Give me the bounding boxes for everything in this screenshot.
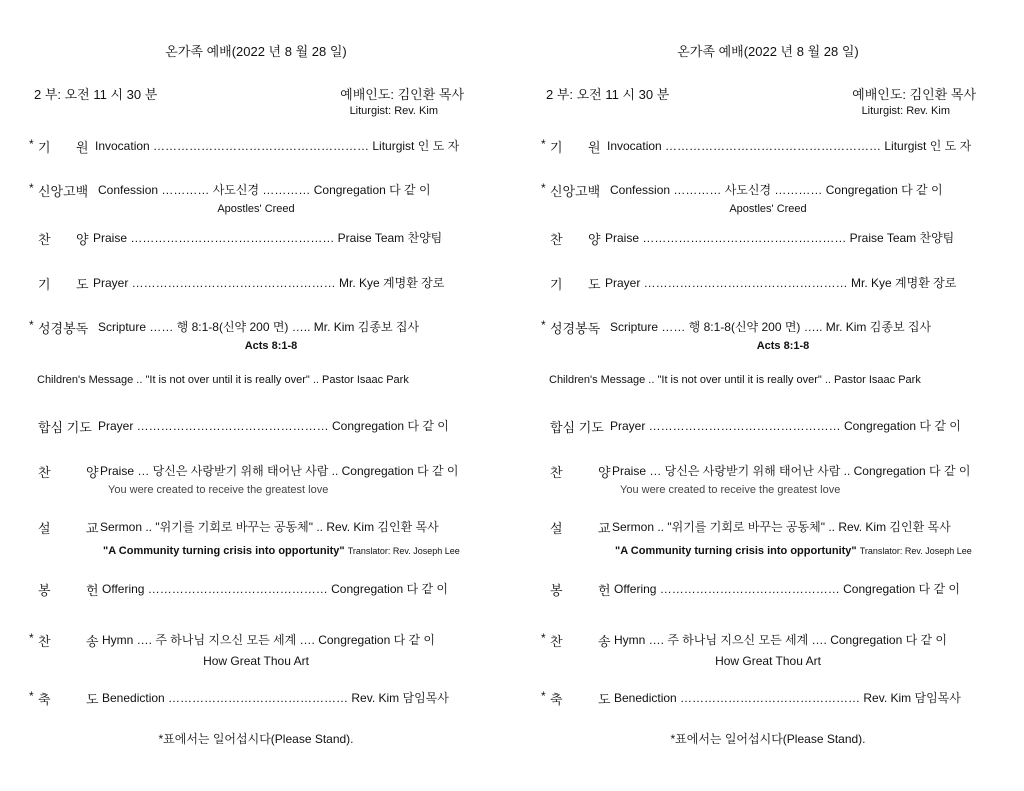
item-text: Sermon .. "위기를 기회로 바꾸는 공동체" .. Rev. Kim 김인환 목사 bbox=[100, 520, 439, 534]
item-label-ko: 신앙고백 bbox=[550, 184, 601, 199]
item-label-ko: 합심 기도 bbox=[38, 420, 92, 435]
item-text: Confession ………… 사도신경 ………… Congregation 다 같 이 bbox=[610, 183, 943, 197]
item-text: Offering ……………………………………… Congregation 다 같 이 bbox=[614, 582, 960, 596]
item-label-ko: 기 bbox=[38, 277, 51, 292]
item-label-ko: 기 bbox=[550, 277, 563, 292]
item-text: Praise … 당신은 사랑받기 위해 태어난 사람 .. Congregation 다 같 이 bbox=[100, 464, 459, 478]
item-label-ko: 기 bbox=[38, 140, 51, 155]
stand-marker: * bbox=[541, 631, 546, 645]
item-text: Sermon .. "위기를 기회로 바꾸는 공동체" .. Rev. Kim 김인환 목사 bbox=[612, 520, 951, 534]
liturgist-en: Liturgist: Rev. Kim bbox=[349, 105, 438, 117]
item-text: Hymn …. 주 하나님 지으신 모든 세계 …. Congregation 다 같 이 bbox=[614, 633, 948, 647]
item-label-ko: 기 bbox=[550, 140, 563, 155]
item-text: Scripture …… 행 8:1-8(신약 200 면) ….. Mr. Kim 김종보 집사 bbox=[610, 320, 932, 334]
stand-marker: * bbox=[541, 137, 546, 151]
stand-marker: * bbox=[29, 689, 34, 703]
stand-note: *표에서는 일어섭시다(Please Stand). bbox=[158, 732, 354, 746]
item-text: Invocation ……………………………………………… Liturgist 인 도 자 bbox=[607, 139, 972, 153]
item-label-ko: 봉 bbox=[550, 583, 563, 598]
service-time: 2 부: 오전 11 시 30 분 bbox=[34, 87, 158, 102]
hymn-sub: How Great Thou Art bbox=[715, 654, 821, 668]
item-label-ko: 성경봉독 bbox=[550, 321, 601, 336]
service-time: 2 부: 오전 11 시 30 분 bbox=[546, 87, 670, 102]
scripture-sub: Acts 8:1-8 bbox=[244, 340, 298, 352]
item-text: Praise … 당신은 사랑받기 위해 태어난 사람 .. Congregation 다 같 이 bbox=[612, 464, 971, 478]
item-label-ko: 찬 bbox=[38, 232, 51, 247]
item-label-ko: 축 bbox=[550, 692, 563, 707]
item-text: Prayer ………………………………………… Congregation 다 같 이 bbox=[98, 419, 449, 433]
confession-sub: Apostles' Creed bbox=[729, 203, 807, 215]
item-text: Children's Message .. "It is not over until it is really over" .. Pastor Isaac Park bbox=[549, 374, 921, 386]
item-text: Benediction ……………………………………… Rev. Kim 담임목사 bbox=[102, 691, 449, 705]
item-label-ko-2: 양 bbox=[588, 232, 601, 247]
item-label-ko: 찬 bbox=[38, 634, 51, 649]
item-label-ko: 찬 bbox=[550, 465, 563, 480]
item-label-ko: 찬 bbox=[550, 634, 563, 649]
sermon-title-en: "A Community turning crisis into opportunity" bbox=[615, 545, 857, 557]
bulletin-title: 온가족 예배(2022 년 8 월 28 일) bbox=[165, 44, 347, 59]
hymn-sub: How Great Thou Art bbox=[203, 654, 309, 668]
item-label-ko: 설 bbox=[38, 521, 51, 536]
stand-marker: * bbox=[29, 181, 34, 195]
item-label-ko-2: 교 bbox=[598, 521, 611, 536]
item-label-ko-2: 원 bbox=[588, 140, 601, 155]
item-label-ko-2: 양 bbox=[76, 232, 89, 247]
item-text: Prayer ………………………………………… Congregation 다 같 이 bbox=[610, 419, 961, 433]
item-label-ko: 합심 기도 bbox=[550, 420, 604, 435]
item-text: Offering ……………………………………… Congregation 다 같 이 bbox=[102, 582, 448, 596]
item-text: Confession ………… 사도신경 ………… Congregation 다 같 이 bbox=[98, 183, 431, 197]
item-label-ko: 신앙고백 bbox=[38, 184, 89, 199]
stand-marker: * bbox=[541, 318, 546, 332]
item-text: Hymn …. 주 하나님 지으신 모든 세계 …. Congregation 다 같 이 bbox=[102, 633, 436, 647]
item-label-ko-2: 양 bbox=[598, 465, 611, 480]
item-text: Benediction ……………………………………… Rev. Kim 담임목사 bbox=[614, 691, 961, 705]
item-label-ko-2: 헌 bbox=[598, 583, 611, 598]
item-text: Prayer …………………………………………… Mr. Kye 계명환 장로 bbox=[93, 276, 445, 290]
sermon-title-en: "A Community turning crisis into opportunity" bbox=[103, 545, 345, 557]
item-label-ko-2: 도 bbox=[598, 692, 611, 707]
bulletin-panel-right bbox=[512, 0, 1024, 791]
item-label-ko-2: 송 bbox=[86, 634, 99, 649]
item-text: Scripture …… 행 8:1-8(신약 200 면) ….. Mr. Kim 김종보 집사 bbox=[98, 320, 420, 334]
stand-marker: * bbox=[541, 181, 546, 195]
item-text: Invocation ……………………………………………… Liturgist 인 도 자 bbox=[95, 139, 460, 153]
liturgist-ko: 예배인도: 김인환 목사 bbox=[852, 87, 976, 102]
translator: Translator: Rev. Joseph Lee bbox=[347, 546, 460, 556]
item-label-ko-2: 양 bbox=[86, 465, 99, 480]
praise-2-sub: You were created to receive the greatest love bbox=[108, 484, 329, 496]
bulletin-title: 온가족 예배(2022 년 8 월 28 일) bbox=[677, 44, 859, 59]
item-label-ko: 성경봉독 bbox=[38, 321, 89, 336]
liturgist-en: Liturgist: Rev. Kim bbox=[861, 105, 950, 117]
item-text: Praise …………………………………………… Praise Team 찬양팀 bbox=[93, 231, 443, 245]
praise-2-sub: You were created to receive the greatest love bbox=[620, 484, 841, 496]
scripture-sub: Acts 8:1-8 bbox=[756, 340, 810, 352]
item-text: Children's Message .. "It is not over until it is really over" .. Pastor Isaac Park bbox=[37, 374, 409, 386]
stand-marker: * bbox=[29, 631, 34, 645]
item-label-ko-2: 도 bbox=[76, 277, 89, 292]
item-label-ko-2: 원 bbox=[76, 140, 89, 155]
item-label-ko-2: 도 bbox=[86, 692, 99, 707]
liturgist-ko: 예배인도: 김인환 목사 bbox=[340, 87, 464, 102]
item-label-ko: 봉 bbox=[38, 583, 51, 598]
item-label-ko-2: 교 bbox=[86, 521, 99, 536]
stand-note: *표에서는 일어섭시다(Please Stand). bbox=[670, 732, 866, 746]
sermon-sub bbox=[103, 545, 460, 557]
item-label-ko-2: 도 bbox=[588, 277, 601, 292]
confession-sub: Apostles' Creed bbox=[217, 203, 295, 215]
item-text: Prayer …………………………………………… Mr. Kye 계명환 장로 bbox=[605, 276, 957, 290]
item-label-ko: 찬 bbox=[38, 465, 51, 480]
item-text: Praise …………………………………………… Praise Team 찬양팀 bbox=[605, 231, 955, 245]
stand-marker: * bbox=[541, 689, 546, 703]
translator: Translator: Rev. Joseph Lee bbox=[859, 546, 972, 556]
item-label-ko-2: 헌 bbox=[86, 583, 99, 598]
stand-marker: * bbox=[29, 318, 34, 332]
item-label-ko: 찬 bbox=[550, 232, 563, 247]
item-label-ko: 설 bbox=[550, 521, 563, 536]
sermon-sub bbox=[615, 545, 972, 557]
stand-marker: * bbox=[29, 137, 34, 151]
item-label-ko: 축 bbox=[38, 692, 51, 707]
item-label-ko-2: 송 bbox=[598, 634, 611, 649]
